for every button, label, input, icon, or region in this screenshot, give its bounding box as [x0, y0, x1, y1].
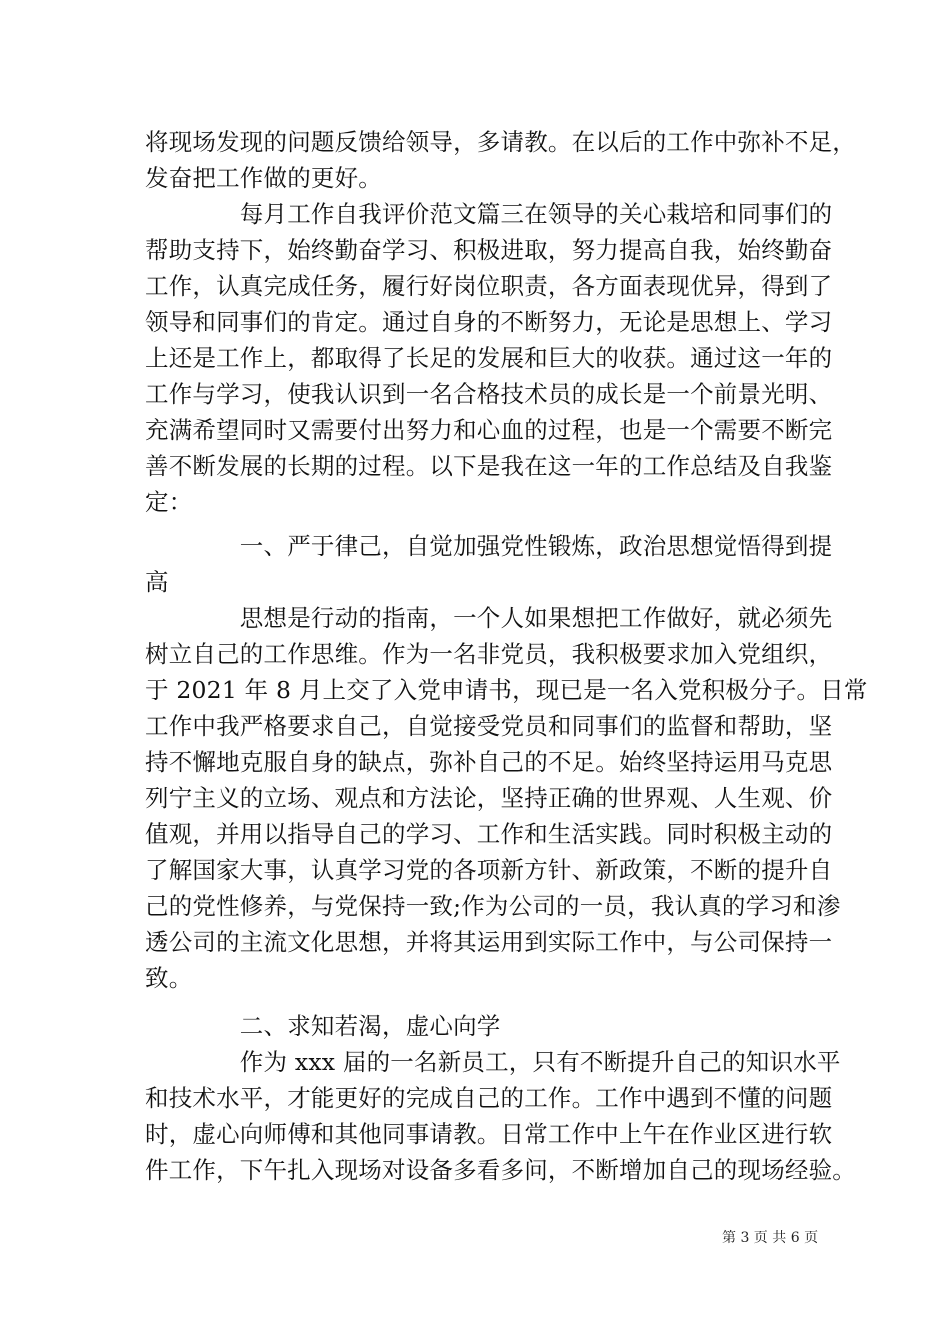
- text-line: 工作，认真完成任务，履行好岗位职责，各方面表现优异，得到了: [145, 272, 833, 300]
- text-line: 于 2021 年 8 月上交了入党申请书，现已是一名入党积极分子。日常: [145, 676, 868, 704]
- text-line: 定：: [145, 488, 193, 516]
- paragraph-heading-line: 每月工作自我评价范文篇三在领导的关心栽培和同事们的: [145, 200, 833, 228]
- section-heading-1: 一、严于律己，自觉加强党性锻炼，政治思想觉悟得到提: [145, 532, 833, 560]
- text-line: 善不断发展的长期的过程。以下是我在这一年的工作总结及自我鉴: [145, 452, 833, 480]
- text-line: 致。: [145, 964, 193, 992]
- text-line: 时，虚心向师傅和其他同事请教。日常工作中上午在作业区进行软: [145, 1120, 833, 1148]
- section-heading-1-cont: 高: [145, 568, 169, 596]
- text-line: 发奋把工作做的更好。: [145, 164, 382, 192]
- page-number: 第 3 页 共 6 页: [722, 1230, 819, 1246]
- text-line: 思想是行动的指南，一个人如果想把工作做好，就必须先: [145, 604, 833, 632]
- text-line: 值观，并用以指导自己的学习、工作和生活实践。同时积极主动的: [145, 820, 833, 848]
- text-line: 和技术水平，才能更好的完成自己的工作。工作中遇到不懂的问题: [145, 1084, 833, 1112]
- text-line: 将现场发现的问题反馈给领导，多请教。在以后的工作中弥补不足，: [145, 128, 856, 156]
- text-line: 作为 xxx 届的一名新员工，只有不断提升自己的知识水平: [145, 1048, 841, 1076]
- text-line: 树立自己的工作思维。作为一名非党员，我积极要求加入党组织，: [145, 640, 833, 668]
- text-line: 列宁主义的立场、观点和方法论，坚持正确的世界观、人生观、价: [145, 784, 833, 812]
- text-line: 件工作，下午扎入现场对设备多看多问，不断增加自己的现场经验。: [145, 1156, 856, 1184]
- text-line: 己的党性修养，与党保持一致;作为公司的一员，我认真的学习和渗: [145, 892, 841, 920]
- text-line: 工作与学习，使我认识到一名合格技术员的成长是一个前景光明、: [145, 380, 833, 408]
- text-line: 充满希望同时又需要付出努力和心血的过程，也是一个需要不断完: [145, 416, 833, 444]
- text-line: 上还是工作上，都取得了长足的发展和巨大的收获。通过这一年的: [145, 344, 833, 372]
- section-heading-2: 二、求知若渴，虚心向学: [145, 1012, 501, 1040]
- text-line: 领导和同事们的肯定。通过自身的不断努力，无论是思想上、学习: [145, 308, 833, 336]
- text-line: 工作中我严格要求自己，自觉接受党员和同事们的监督和帮助，坚: [145, 712, 833, 740]
- text-line: 帮助支持下，始终勤奋学习、积极进取，努力提高自我，始终勤奋: [145, 236, 833, 264]
- text-line: 透公司的主流文化思想，并将其运用到实际工作中，与公司保持一: [145, 928, 833, 956]
- text-line: 持不懈地克服自身的缺点，弥补自己的不足。始终坚持运用马克思: [145, 748, 833, 776]
- text-line: 了解国家大事，认真学习党的各项新方针、新政策，不断的提升自: [145, 856, 833, 884]
